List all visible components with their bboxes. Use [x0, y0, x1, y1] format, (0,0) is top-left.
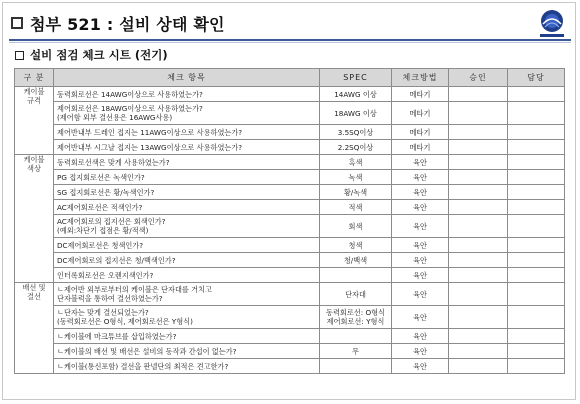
approval-cell[interactable] — [449, 329, 508, 344]
table-row — [15, 268, 565, 283]
spec-cell: 2.2SQ이상 — [320, 140, 392, 155]
table-row — [15, 200, 565, 215]
check-item-cell: ㄴ단자는 맞게 결선되었는가? (동력회로선은 O형식, 제어회로선은 Y형식) — [54, 306, 320, 329]
approval-cell[interactable] — [449, 283, 508, 306]
method-cell: 육안 — [392, 215, 449, 238]
owner-cell[interactable] — [508, 253, 565, 268]
spec-cell: 단자대 — [320, 283, 392, 306]
table-row — [15, 253, 565, 268]
owner-cell[interactable] — [508, 238, 565, 253]
page-title: 첨부 521 : 설비 상태 확인 — [30, 14, 225, 34]
spec-cell — [320, 359, 392, 374]
spec-cell: 무 — [320, 344, 392, 359]
check-item-cell: SG 접지회로선은 황/녹색인가? — [54, 185, 320, 200]
approval-cell[interactable] — [449, 215, 508, 238]
table-row — [15, 306, 565, 329]
spec-cell: 3.5SQ이상 — [320, 125, 392, 140]
subtitle-checkbox-icon — [15, 51, 24, 60]
method-cell: 육안 — [392, 170, 449, 185]
spec-cell: 흑색 — [320, 155, 392, 170]
method-cell: 육안 — [392, 306, 449, 329]
owner-cell[interactable] — [508, 329, 565, 344]
method-cell: 육안 — [392, 155, 449, 170]
check-item-cell: 제어반내부 드레인 접지는 11AWG이상으로 사용하였는가? — [54, 125, 320, 140]
owner-cell[interactable] — [508, 170, 565, 185]
approval-cell[interactable] — [449, 344, 508, 359]
check-item-cell: AC제어회로선은 적색인가? — [54, 200, 320, 215]
check-item-cell: ㄴ케이블의 배선 및 배선은 설비의 동작과 간섭이 없는가? — [54, 344, 320, 359]
owner-cell[interactable] — [508, 140, 565, 155]
check-item-cell: DC제어회로의 접지선은 청/백색인가? — [54, 253, 320, 268]
table-row — [15, 359, 565, 374]
category-cell: 케이블 색상 — [15, 155, 54, 283]
owner-cell[interactable] — [508, 102, 565, 125]
table-row — [15, 329, 565, 344]
subtitle-bar — [15, 47, 168, 63]
table-row — [15, 125, 565, 140]
approval-cell[interactable] — [449, 170, 508, 185]
check-item-cell: 제어회로선은 18AWG이상으로 사용하였는가? (제어함 외부 결선용은 16AWG사용) — [54, 102, 320, 125]
check-item-cell: PG 접지회로선은 녹색인가? — [54, 170, 320, 185]
method-cell: 육안 — [392, 329, 449, 344]
column-header: SPEC — [320, 69, 392, 87]
owner-cell[interactable] — [508, 215, 565, 238]
table-row — [15, 215, 565, 238]
check-item-cell: ㄴ제어반 외부로부터의 케이블은 단자대를 거치고 단자블럭을 통하여 결선하였는가? — [54, 283, 320, 306]
owner-cell[interactable] — [508, 306, 565, 329]
column-header: 승인 — [449, 69, 508, 87]
approval-cell[interactable] — [449, 125, 508, 140]
approval-cell[interactable] — [449, 306, 508, 329]
owner-cell[interactable] — [508, 125, 565, 140]
method-cell: 육안 — [392, 359, 449, 374]
table-row — [15, 170, 565, 185]
method-cell: 메타기 — [392, 87, 449, 102]
table-body — [15, 87, 565, 374]
table-row — [15, 344, 565, 359]
sheet-subtitle: 설비 점검 체크 시트 (전기) — [30, 48, 168, 62]
approval-cell[interactable] — [449, 140, 508, 155]
check-item-cell: 인터록회로선은 오렌지색인가? — [54, 268, 320, 283]
approval-cell[interactable] — [449, 200, 508, 215]
company-logo-icon — [534, 9, 570, 39]
approval-cell[interactable] — [449, 87, 508, 102]
approval-cell[interactable] — [449, 253, 508, 268]
method-cell: 육안 — [392, 253, 449, 268]
owner-cell[interactable] — [508, 200, 565, 215]
owner-cell[interactable] — [508, 87, 565, 102]
table-row — [15, 283, 565, 306]
method-cell: 육안 — [392, 185, 449, 200]
category-cell: 케이블 규격 — [15, 87, 54, 155]
table-row — [15, 87, 565, 102]
check-item-cell: 제어반내부 시그날 접지는 13AWG이상으로 사용하였는가? — [54, 140, 320, 155]
table-row — [15, 238, 565, 253]
title-bar — [11, 11, 225, 35]
approval-cell[interactable] — [449, 185, 508, 200]
method-cell: 메타기 — [392, 140, 449, 155]
approval-cell[interactable] — [449, 268, 508, 283]
check-item-cell: ㄴ케이블에 마크튜브를 삽입하였는가? — [54, 329, 320, 344]
spec-cell: 녹색 — [320, 170, 392, 185]
approval-cell[interactable] — [449, 102, 508, 125]
owner-cell[interactable] — [508, 283, 565, 306]
spec-cell: 회색 — [320, 215, 392, 238]
spec-cell: 적색 — [320, 200, 392, 215]
method-cell: 육안 — [392, 238, 449, 253]
method-cell: 육안 — [392, 200, 449, 215]
check-item-cell: DC제어회로선은 청색인가? — [54, 238, 320, 253]
header-divider — [9, 39, 571, 41]
spec-cell — [320, 329, 392, 344]
column-header: 담당 — [508, 69, 565, 87]
owner-cell[interactable] — [508, 155, 565, 170]
owner-cell[interactable] — [508, 268, 565, 283]
column-header: 구 분 — [15, 69, 54, 87]
method-cell: 메타기 — [392, 102, 449, 125]
table-row — [15, 185, 565, 200]
method-cell: 육안 — [392, 268, 449, 283]
approval-cell[interactable] — [449, 359, 508, 374]
spec-cell: 청/백색 — [320, 253, 392, 268]
category-cell: 배선 및 결선 — [15, 283, 54, 374]
owner-cell[interactable] — [508, 344, 565, 359]
method-cell: 메타기 — [392, 125, 449, 140]
spec-cell: 동력회로선: O형식 제어회로선: Y형식 — [320, 306, 392, 329]
spec-cell — [320, 268, 392, 283]
header-divider-light — [9, 42, 571, 43]
spec-cell: 18AWG 이상 — [320, 102, 392, 125]
check-item-cell: 동력회로선색은 맞게 사용하였는가? — [54, 155, 320, 170]
spec-cell: 청색 — [320, 238, 392, 253]
method-cell: 육안 — [392, 283, 449, 306]
owner-cell[interactable] — [508, 185, 565, 200]
spec-cell: 14AWG 이상 — [320, 87, 392, 102]
table-row — [15, 102, 565, 125]
check-sheet-table — [14, 68, 565, 374]
owner-cell[interactable] — [508, 359, 565, 374]
check-item-cell: AC제어회로의 접지선은 회색인가? (예외:차단기 접점은 황/적색) — [54, 215, 320, 238]
table-row — [15, 140, 565, 155]
method-cell: 육안 — [392, 344, 449, 359]
check-item-cell: 동력회로선은 14AWG이상으로 사용하였는가? — [54, 87, 320, 102]
approval-cell[interactable] — [449, 238, 508, 253]
table-header-row — [15, 69, 565, 87]
spec-cell: 황/녹색 — [320, 185, 392, 200]
title-checkbox-icon — [11, 17, 23, 29]
approval-cell[interactable] — [449, 155, 508, 170]
check-item-cell: ㄴ케이블(통신포함) 결선을 판넬단의 최적은 견고한가? — [54, 359, 320, 374]
column-header: 체크 항목 — [54, 69, 320, 87]
column-header: 체크방법 — [392, 69, 449, 87]
table-row — [15, 155, 565, 170]
